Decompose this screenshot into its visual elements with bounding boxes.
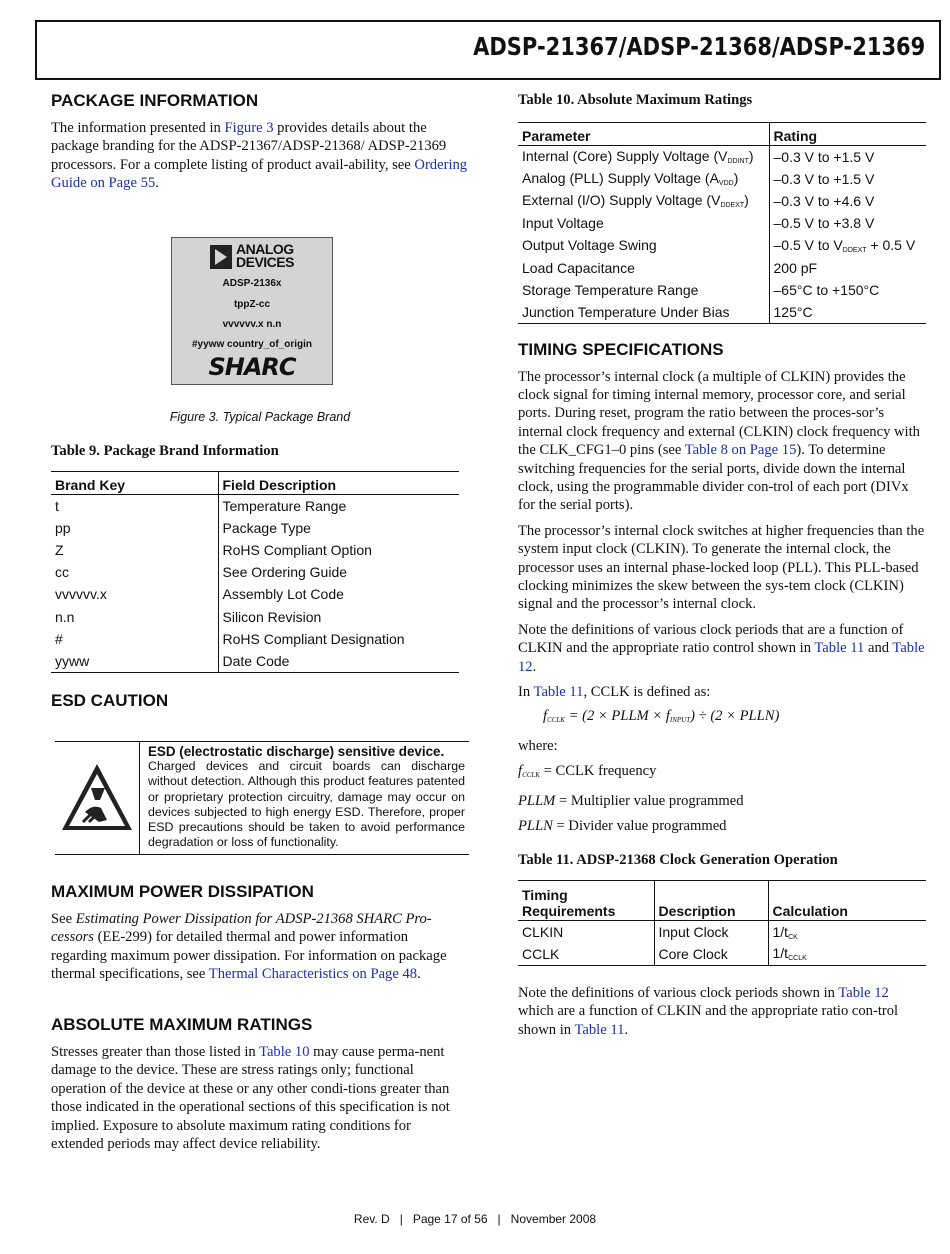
text-run: ) [744, 192, 749, 209]
table-cell-calculation [768, 943, 926, 965]
cclk-formula [518, 707, 926, 729]
table-cell-brand-key: Z [51, 539, 218, 561]
table-cell-rating [769, 301, 926, 323]
subscript: CCLK [788, 955, 807, 963]
thermal-characteristics-link[interactable]: Thermal Characteristics on Page 48 [208, 966, 418, 983]
text-run: Storage Temperature Range [522, 281, 699, 298]
subscript: CK [788, 933, 798, 941]
table-row [51, 539, 459, 561]
sharc-logo: SHARC [208, 353, 296, 381]
table10-caption: Table 10. Absolute Maximum Ratings [518, 92, 753, 108]
subscript: CCLK [522, 771, 540, 780]
text-run: = (2 × PLLM × f [564, 708, 670, 725]
text-run: In [518, 684, 534, 700]
abs-max-section [51, 1015, 459, 1153]
analog-devices-logo [210, 243, 300, 271]
esd-body: Charged devices and circuit boards can discharge without detection. Although this product features patented or proprietary protection circuitry, damage may occur on devices subjected to high energy ESD. Therefore, proper ESD precautions should be taken to avoid performance degradation or loss of functionality. [148, 759, 465, 850]
table-cell-rating [769, 279, 926, 301]
subscript: DDEXT [720, 202, 745, 210]
table-row [518, 168, 926, 190]
table-cell-brand-key: vvvvvv.x [51, 583, 218, 605]
text-run: 125°C [773, 303, 813, 320]
table12-link[interactable]: Table 12 [838, 984, 889, 1001]
text-run: Load Capacitance [522, 259, 635, 276]
text-run: The processor’s internal clock (a multiple of CLKIN) provides the clock signal for timing internal memory, processor core, and serial ports. During reset, program the ratio between the proces-sor’s internal clock frequency and external (CLKIN) clock frequency with the CLK_CFG1–0 pins (see [518, 368, 920, 459]
text-run: Output Voltage Swing [522, 237, 657, 254]
text-run: Input Voltage [522, 215, 604, 232]
text-run: 200 pF [773, 259, 818, 276]
text-run: ) ÷ (2 × PLLN) [690, 708, 780, 725]
definition-pllm [518, 792, 926, 810]
table-cell-rating [769, 212, 926, 234]
table-header-row [518, 123, 926, 146]
figure3-caption: Figure 3. Typical Package Brand [169, 410, 351, 424]
subscript: VDD [718, 180, 734, 188]
text-run: which are a function of CLKIN and the appropriate ratio con-trol shown in [518, 1003, 899, 1038]
table-row [51, 650, 459, 672]
table-row [51, 561, 459, 583]
text-run: = CCLK frequency [539, 763, 657, 780]
table9 [51, 471, 459, 673]
text-run: Note the definitions of various clock periods shown in [518, 984, 839, 1001]
ordering-guide-link[interactable]: Ordering Guide on Page 55 [51, 156, 468, 192]
text-run: –65°C to +150°C [773, 281, 880, 298]
text-run: The information presented in [51, 120, 225, 136]
text-run: PLLM [518, 792, 556, 809]
table-cell-field-description: Package Type [222, 519, 311, 536]
table-cell-parameter [518, 146, 769, 168]
table-cell-brand-key: cc [51, 561, 218, 583]
table-header-cell: Timing Requirements [518, 881, 654, 921]
table-header-row [518, 881, 926, 921]
table-header-row [51, 472, 459, 495]
after-table11-paragraph [518, 984, 926, 1039]
table11-caption: Table 11. ADSP-21368 Clock Generation Operation [518, 852, 838, 869]
table-cell-rating [769, 234, 926, 256]
brand-line3: vvvvvv.x n.n [222, 319, 282, 330]
table-cell-parameter [518, 212, 769, 234]
table-cell-field-description: See Ordering Guide [222, 564, 348, 581]
table11 [518, 880, 926, 965]
text-run: (EE-299) for detailed thermal and power information regarding maximum power dissipation. For information on package thermal specifications, see [51, 929, 447, 983]
timing-paragraph-4 [518, 683, 926, 701]
esd-title: ESD (electrostatic discharge) sensitive device. [148, 744, 445, 759]
definition-plln [518, 817, 926, 835]
text-run: Stresses greater than those listed in [51, 1044, 260, 1060]
table-cell-parameter [518, 234, 769, 256]
text-run: Analog (PLL) Supply Voltage (A [522, 170, 719, 187]
logo-line2: DEVICES [236, 254, 294, 270]
subscript: DDINT [727, 158, 749, 166]
table-row [518, 301, 926, 323]
table-row [518, 146, 926, 168]
text-run-italic: Estimating Power Dissipation for ADSP-21368 SHARC Pro-cessors [51, 911, 432, 946]
package-info-paragraph [51, 119, 469, 193]
table-cell-field-description: Date Code [222, 652, 290, 669]
table8-link[interactable]: Table 8 on Page 15 [684, 442, 797, 459]
table-header-cell: Calculation [772, 903, 848, 920]
max-power-paragraph [51, 910, 459, 984]
table-cell-parameter [518, 301, 769, 323]
table-cell-field-description: Assembly Lot Code [222, 586, 344, 603]
right-column [518, 90, 926, 1039]
table-cell-parameter [518, 256, 769, 278]
table-cell-brand-key: # [51, 628, 218, 650]
table-cell-parameter [518, 168, 769, 190]
text-run: Junction Temperature Under Bias [522, 303, 730, 320]
table-cell-brand-key: yyww [51, 650, 218, 672]
timing-paragraph-2: The processor’s internal clock switches at higher frequencies than the system input clock (CLKIN). To generate the internal clock, the processor uses an internal phase-locked loop (PLL). This PLL-based clocking minimizes the skew between the sys-tem clock (CLKIN) signal and the processor’s internal clock. [518, 522, 925, 613]
text-run: 1/t [772, 923, 789, 940]
table-header-cell: Parameter [518, 123, 769, 146]
text-run: ) [733, 170, 739, 187]
package-brand-image [171, 237, 333, 385]
table-cell-parameter [518, 279, 769, 301]
table-cell-brand-key: pp [51, 517, 218, 539]
table-header-cell: Description [654, 881, 768, 921]
text-run: + 0.5 V [866, 236, 916, 253]
esd-caution-heading: ESD CAUTION [51, 691, 169, 710]
text-run: . [155, 175, 159, 192]
abs-max-paragraph [51, 1043, 459, 1153]
package-info-heading: PACKAGE INFORMATION [51, 91, 259, 110]
table10 [518, 122, 926, 324]
text-run: PLLN [518, 818, 553, 835]
page-header [35, 20, 941, 80]
table11-link[interactable]: Table 11 [533, 684, 584, 700]
table-cell-timing-requirement: CCLK [518, 943, 654, 965]
text-run: External (I/O) Supply Voltage (V [522, 192, 721, 209]
timing-heading: TIMING SPECIFICATIONS [518, 339, 724, 359]
table-row [518, 212, 926, 234]
table-cell-description: Core Clock [654, 943, 768, 965]
subscript: INPUT [669, 716, 691, 725]
subscript: DDEXT [842, 246, 867, 254]
table-cell-parameter [518, 190, 769, 212]
text-run: and [864, 640, 893, 657]
esd-caution-box [55, 741, 469, 855]
table-row [51, 583, 459, 605]
text-run: Note the definitions of various clock periods that are a function of CLKIN and the appropriate ratio control shown in [518, 621, 904, 657]
text-run: –0.3 V to +1.5 V [773, 148, 875, 165]
max-power-section [51, 882, 459, 984]
logo-line1: ANALOG [236, 241, 294, 257]
table-row [51, 628, 459, 650]
table12-link[interactable]: Table 12 [518, 640, 925, 675]
where-label: where: [518, 737, 558, 754]
table10-link[interactable]: Table 10 [259, 1044, 310, 1060]
table11-link[interactable]: Table 11 [574, 1021, 625, 1038]
figure3-link[interactable]: Figure 3 [224, 120, 274, 136]
table-cell-field-description: Silicon Revision [222, 608, 322, 625]
table-cell-calculation [768, 921, 926, 943]
max-power-heading: MAXIMUM POWER DISSIPATION [51, 882, 314, 901]
table-cell-description: Input Clock [654, 921, 768, 943]
table-cell-brand-key: t [51, 495, 218, 517]
text-run: –0.3 V to +4.6 V [773, 192, 875, 209]
table-row [518, 256, 926, 278]
brand-line2: tppZ-cc [233, 299, 271, 310]
table-row [518, 279, 926, 301]
table-cell-rating [769, 256, 926, 278]
table11-link[interactable]: Table 11 [814, 640, 865, 657]
brand-line4: #yyww country_of_origin [191, 339, 313, 350]
analog-devices-triangle-icon [210, 245, 232, 269]
text-run: –0.5 V to V [773, 236, 843, 253]
text-run: . [532, 658, 537, 675]
table-cell-rating [769, 146, 926, 168]
document-title: ADSP-21367/ADSP-21368/ADSP-21369 [472, 32, 925, 61]
table-row [518, 234, 926, 256]
table-cell-rating [769, 168, 926, 190]
table-header-cell: Rating [773, 128, 818, 144]
subscript: CCLK [547, 716, 565, 725]
timing-paragraph-3 [518, 621, 926, 676]
timing-paragraph-1 [518, 368, 926, 515]
page-footer: Rev. D | Page 17 of 56 | November 2008 [353, 1212, 597, 1226]
text-run: = Multiplier value programmed [555, 792, 744, 809]
table-row [51, 605, 459, 627]
table-cell-field-description: RoHS Compliant Designation [222, 630, 405, 647]
text-run: ). To determine switching frequencies for the serial ports, divide down the internal clock, using the programmable divider con-trol of each port (DIVx for the serial ports). [518, 442, 909, 514]
table9-caption: Table 9. Package Brand Information [51, 443, 279, 459]
text-run: 1/t [772, 945, 789, 962]
brand-line1: ADSP-2136x [222, 278, 282, 289]
table-row [518, 943, 926, 965]
text-run: may cause perma-nent damage to the device. These are stress ratings only; functional operation of the device at these or any other condi-tions greater than those indicated in the operational sections of this specification is not implied. Exposure to absolute maximum rating conditions for extended periods may affect device reliability. [51, 1044, 450, 1153]
text-run: –0.3 V to +1.5 V [773, 170, 875, 187]
table-row [518, 190, 926, 212]
text-run: . [624, 1021, 629, 1038]
text-run: provides details about the package branding for the ADSP-21367/ADSP-21368/ ADSP-21369 processors. For a complete listing of product avail-ability, see [51, 120, 447, 173]
table9-block [51, 443, 459, 673]
table-cell-brand-key: n.n [51, 605, 218, 627]
esd-text [148, 744, 465, 850]
table-row [518, 921, 926, 943]
esd-warning-icon [55, 742, 140, 855]
text-run: Internal (Core) Supply Voltage (V [522, 148, 728, 165]
table-cell-field-description: Temperature Range [222, 497, 347, 514]
definition-fcclk [518, 762, 926, 784]
table-cell-field-description: RoHS Compliant Option [222, 541, 372, 558]
table-cell-rating [769, 190, 926, 212]
left-column [51, 90, 469, 193]
table-row [51, 517, 459, 539]
table-header-cell: Brand Key [51, 472, 218, 495]
text-run: f [518, 763, 523, 780]
abs-max-heading: ABSOLUTE MAXIMUM RATINGS [51, 1015, 313, 1034]
text-run: ) [748, 148, 754, 165]
text-run: , CCLK is defined as: [583, 684, 711, 700]
text-run: = Divider value programmed [552, 818, 727, 835]
table-row [51, 495, 459, 517]
text-run: See [51, 911, 76, 927]
text-run: . [417, 966, 421, 983]
text-run: –0.5 V to +3.8 V [773, 215, 875, 232]
table-cell-timing-requirement: CLKIN [518, 921, 654, 943]
text-run: f [543, 708, 548, 725]
table-header-cell: Field Description [222, 477, 337, 493]
